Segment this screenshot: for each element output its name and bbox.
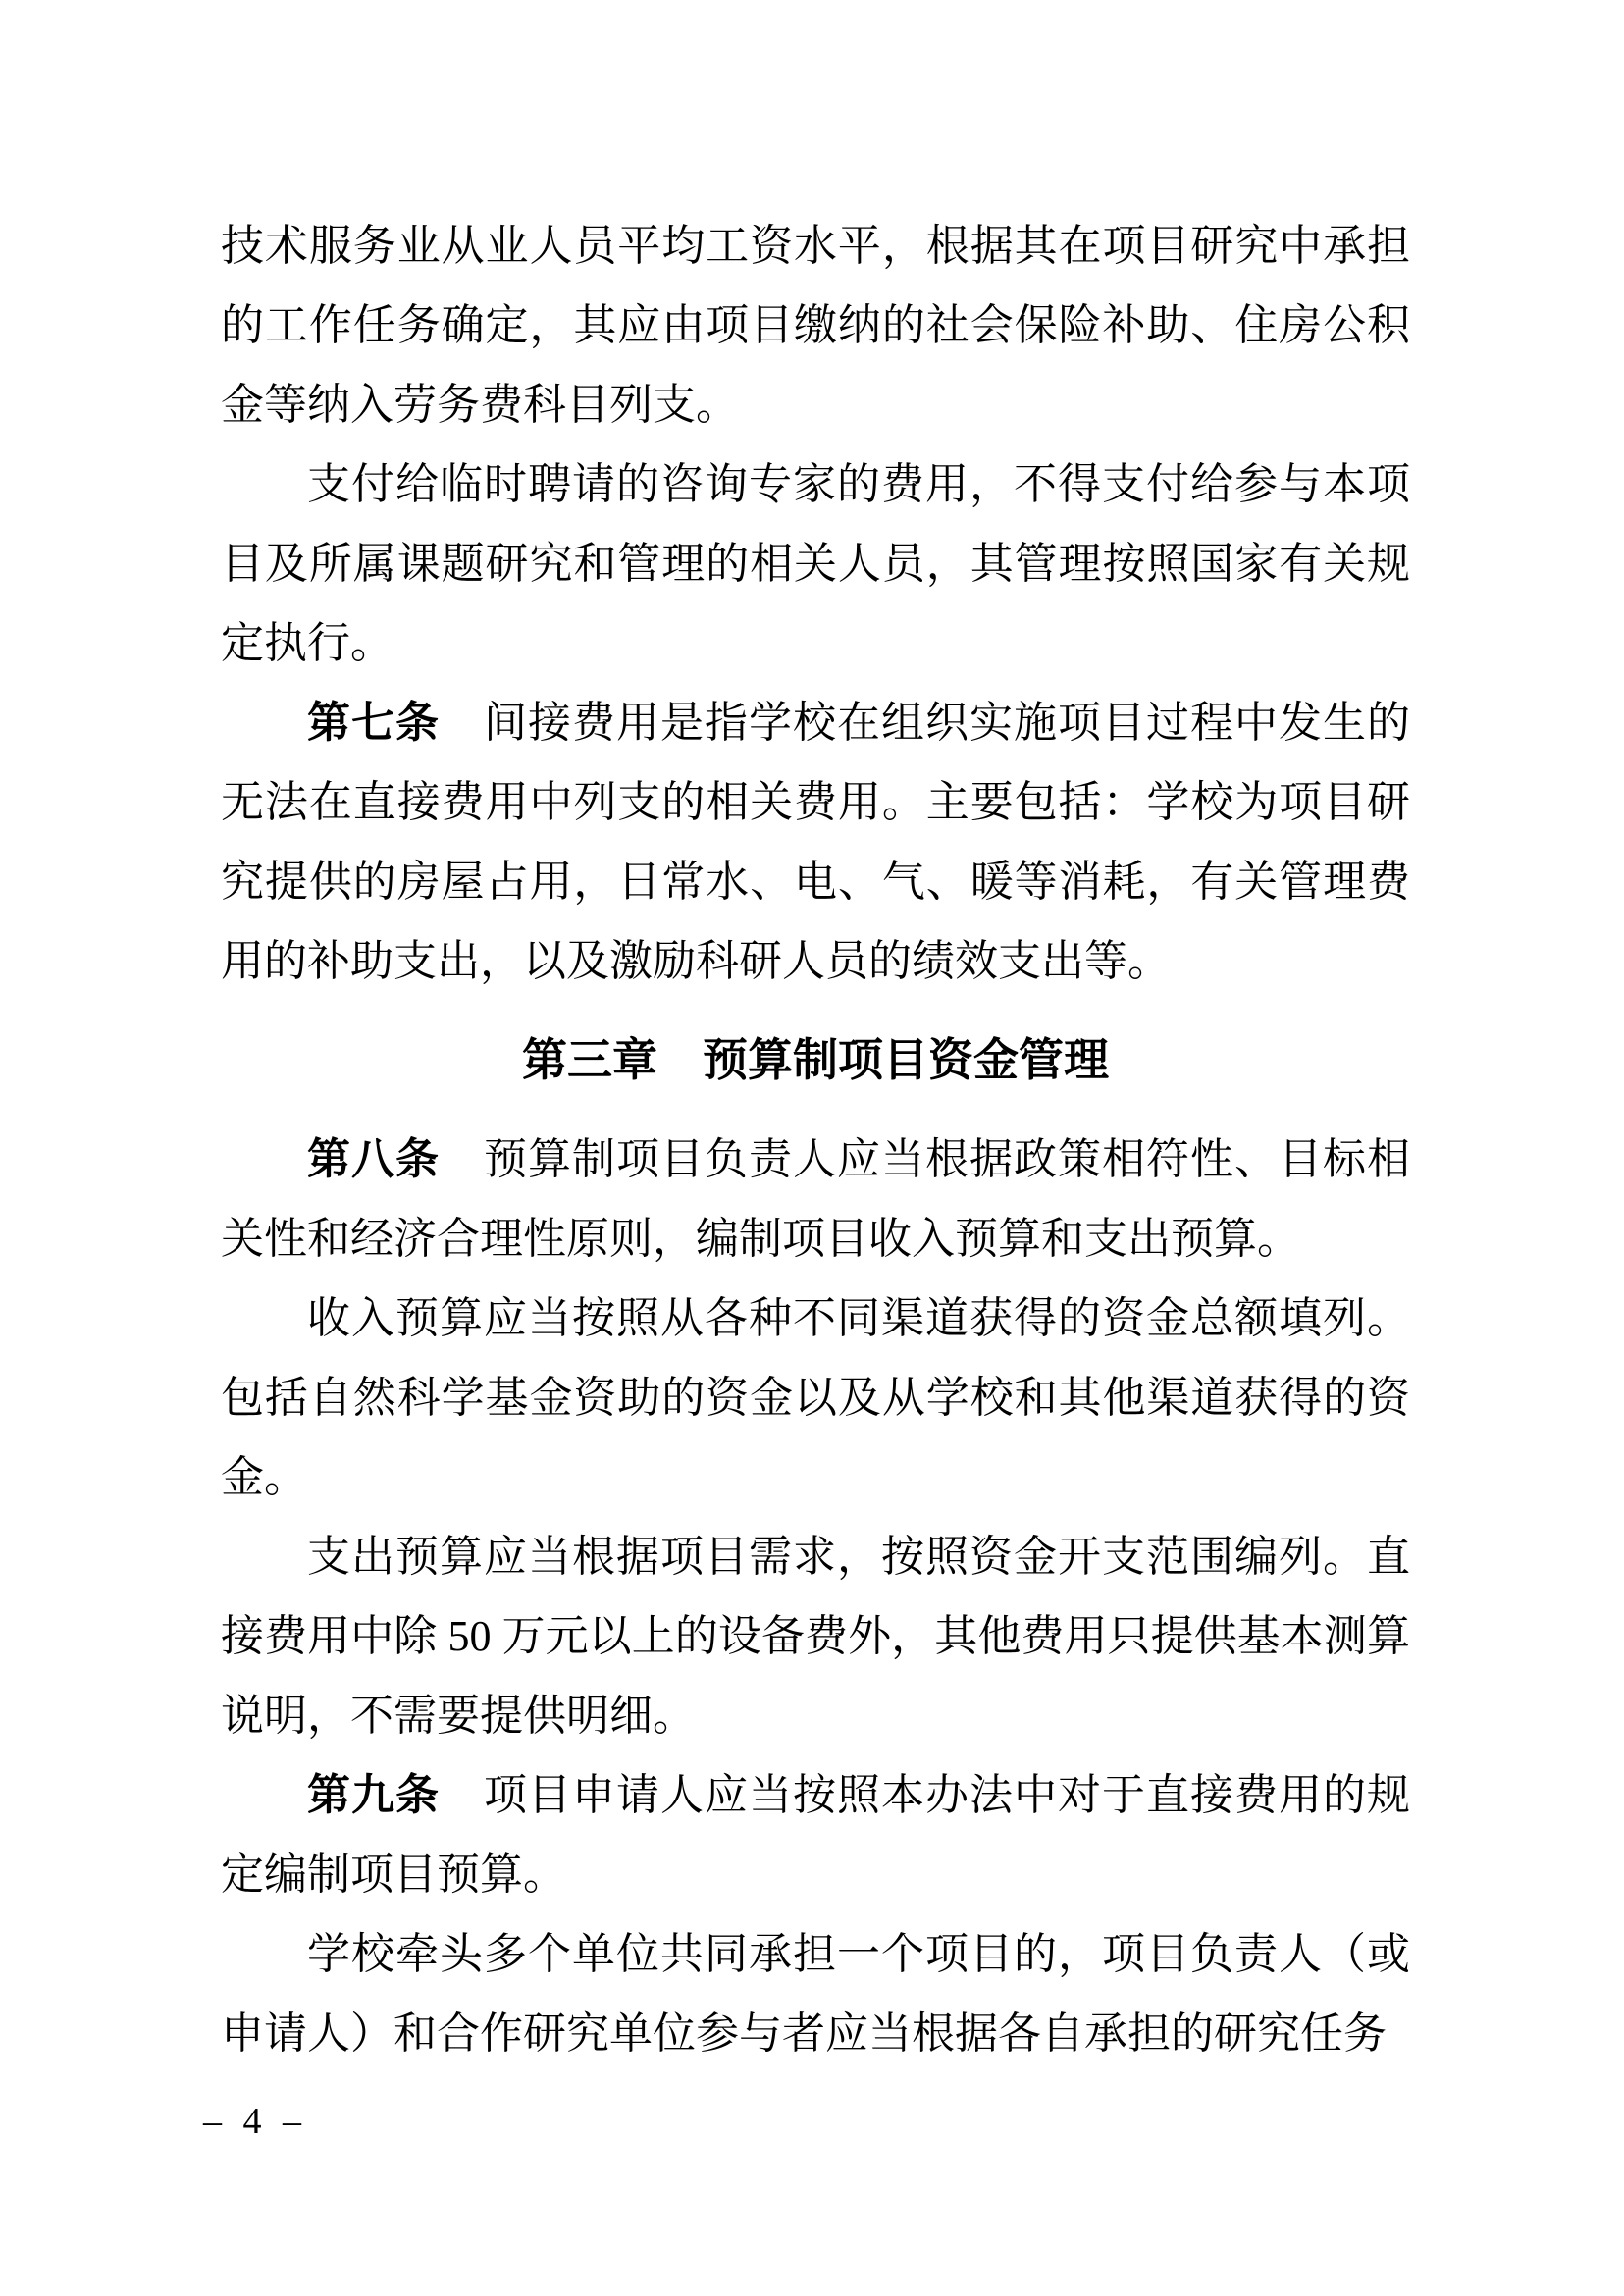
page-number: – 4 –: [203, 2101, 307, 2142]
body-paragraph: 收入预算应当按照从各种不同渠道获得的资金总额填列。包括自然科学基金资助的资金以及从学校和其他渠道获得的资金。: [221, 1294, 1410, 1501]
document-body-text: [221, 206, 1410, 2073]
body-paragraph: 第九条 项目申请人应当按照本办法中对于直接费用的规定编制项目预算。: [221, 1771, 1410, 1899]
body-paragraph: 第七条 间接费用是指学校在组织实施项目过程中发生的无法在直接费用中列支的相关费用。主要包括：学校为项目研究提供的房屋占用，日常水、电、气、暖等消耗，有关管理费用的补助支出，以及激励科研人员的绩效支出等。: [221, 699, 1410, 985]
body-paragraph: 技术服务业从业人员平均工资水平，根据其在项目研究中承担的工作任务确定，其应由项目缴纳的社会保险补助、住房公积金等纳入劳务费科目列支。: [221, 222, 1410, 429]
chapter-heading: 第三章 预算制项目资金管理: [522, 1034, 1109, 1085]
article-number: 第九条: [307, 1771, 440, 1819]
body-paragraph: 支付给临时聘请的咨询专家的费用，不得支付给参与本项目及所属课题研究和管理的相关人员，其管理按照国家有关规定执行。: [221, 460, 1410, 667]
body-paragraph: 支出预算应当根据项目需求，按照资金开支范围编列。直接费用中除 50 万元以上的设备费外，其他费用只提供基本测算说明，不需要提供明细。: [221, 1533, 1410, 1740]
body-paragraph: 学校牵头多个单位共同承担一个项目的，项目负责人（或申请人）和合作研究单位参与者应当根据各自承担的研究任务: [221, 1930, 1410, 2058]
body-paragraph: 第八条 预算制项目负责人应当根据政策相符性、目标相关性和经济合理性原则，编制项目收入预算和支出预算。: [221, 1135, 1410, 1263]
article-number: 第七条: [307, 699, 440, 747]
article-number: 第八条: [307, 1135, 440, 1183]
